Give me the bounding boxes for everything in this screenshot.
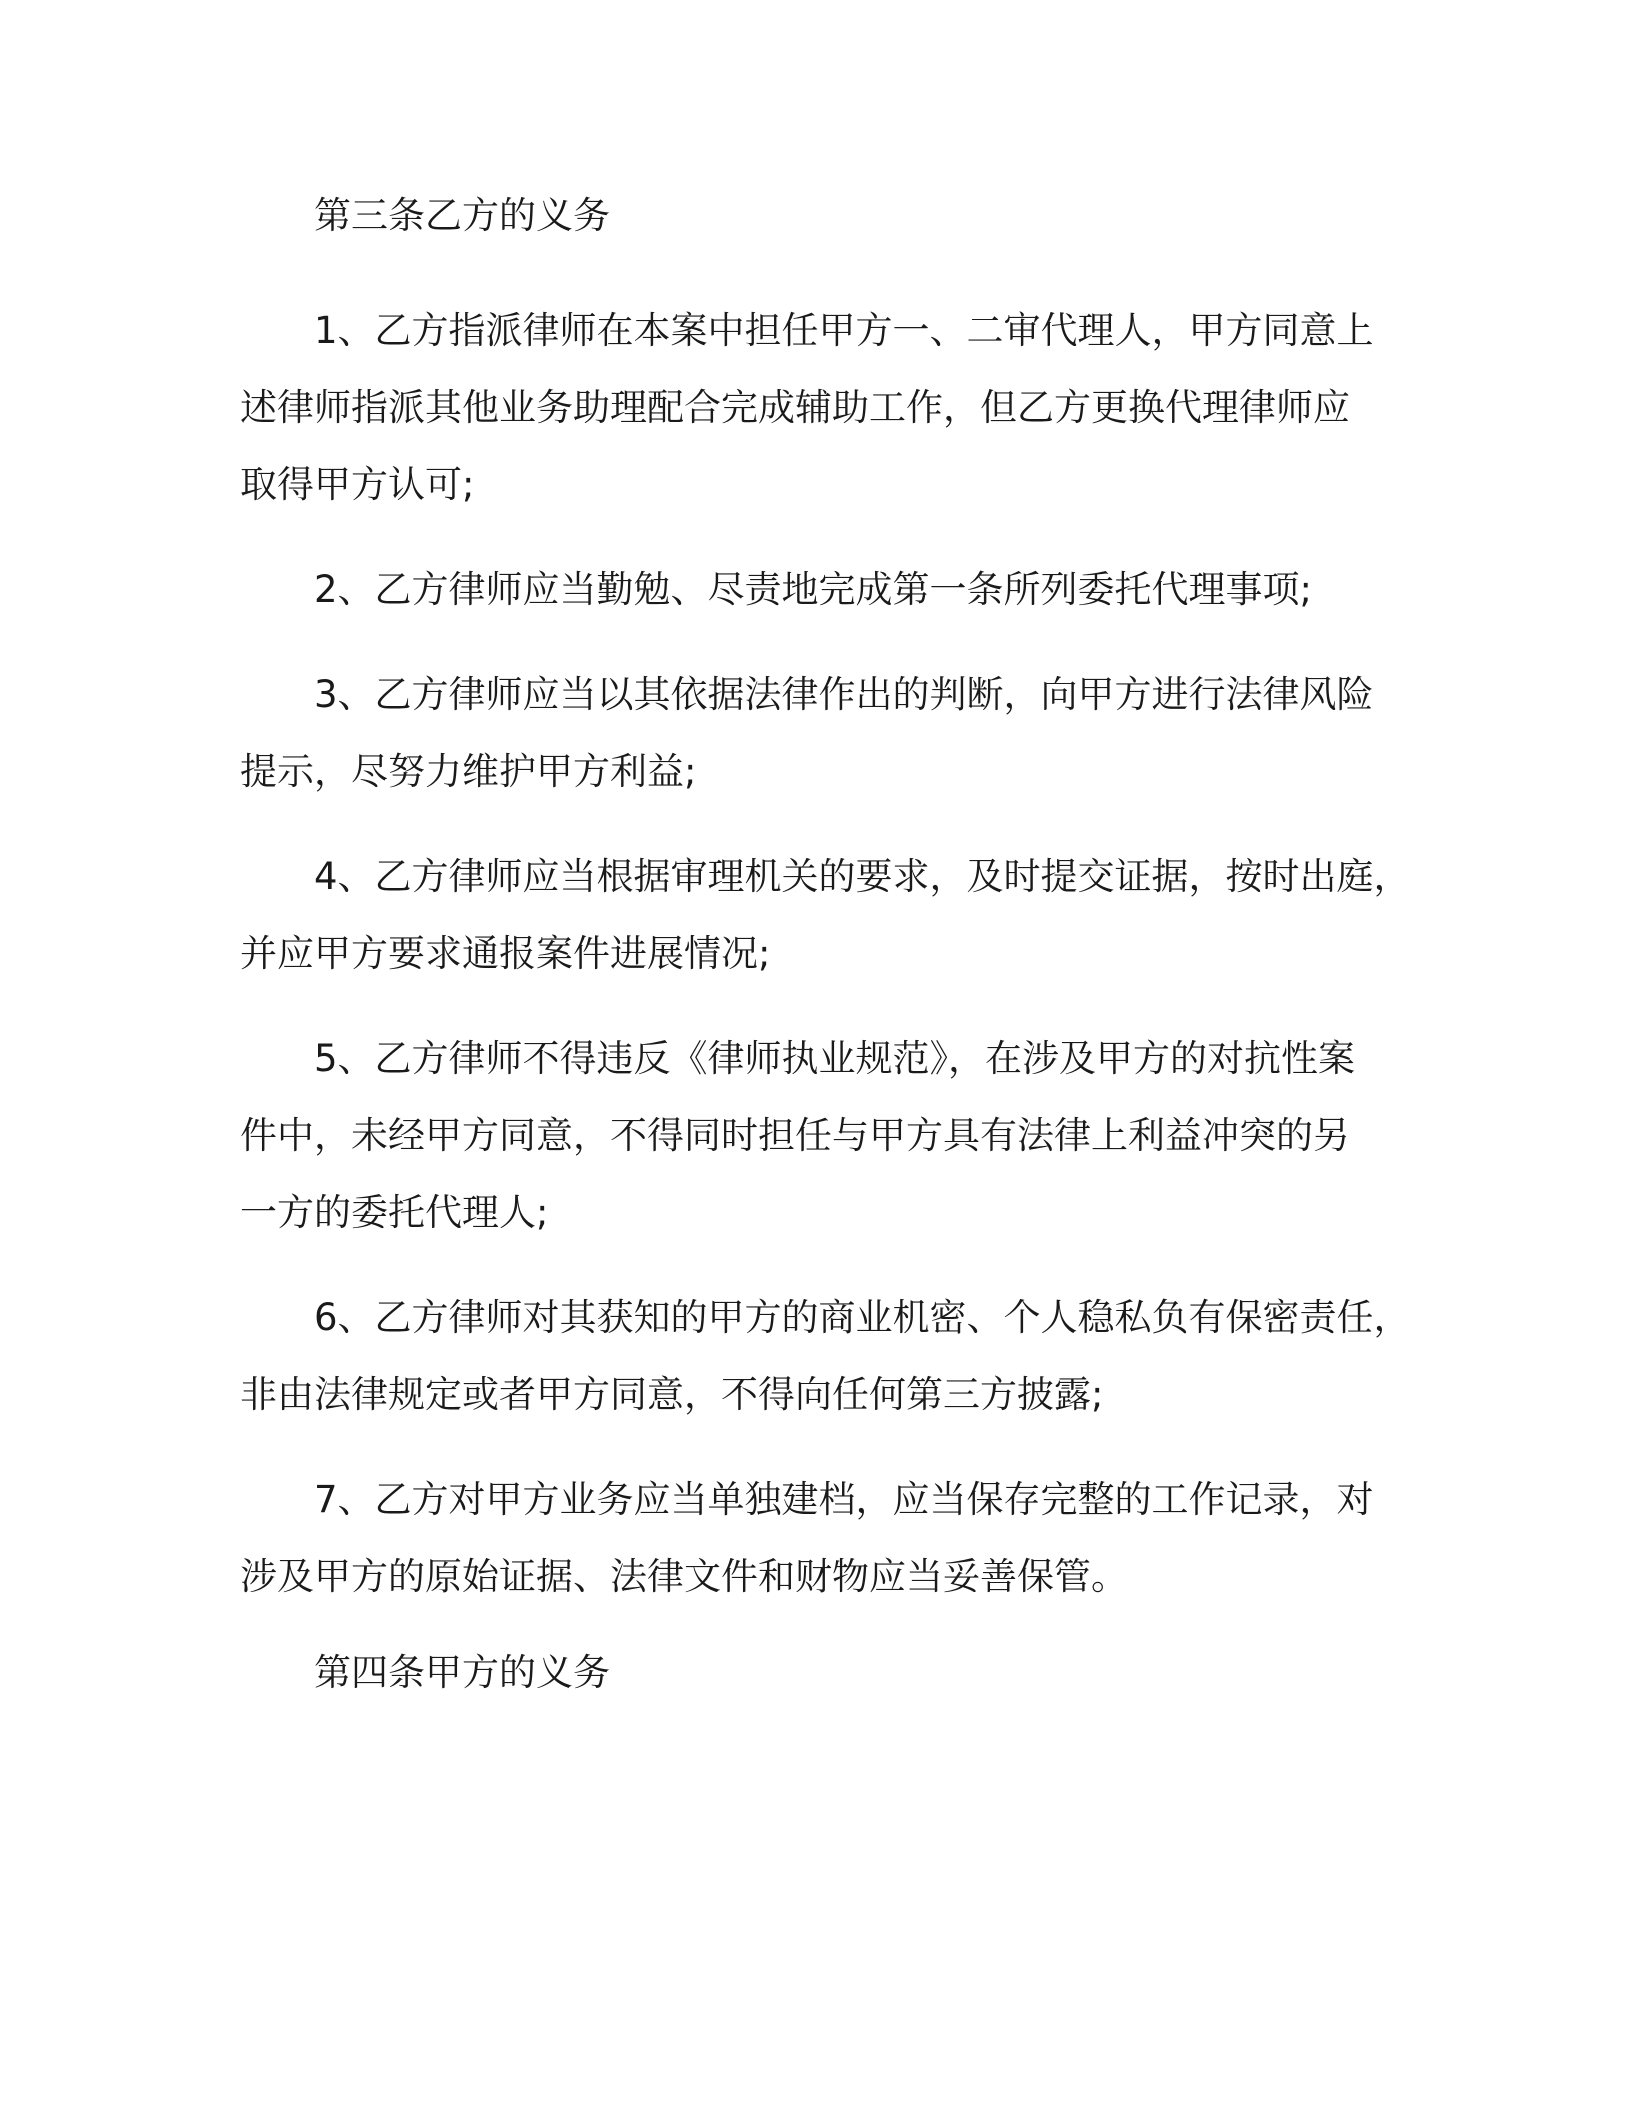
list-item-2-line-1: 2、乙方律师应当勤勉、尽责地完成第一条所列委托代理事项;	[314, 568, 1313, 611]
list-item-6	[240, 1279, 1411, 1433]
list-item-3-line-1: 3、乙方律师应当以其依据法律作出的判断，向甲方进行法律风险	[314, 673, 1374, 716]
list-item-1-line-1: 1、乙方指派律师在本案中担任甲方一、二审代理人，甲方同意上	[314, 309, 1374, 352]
list-item-6-line-2: 非由法律规定或者甲方同意，不得向任何第三方披露;	[240, 1373, 1104, 1416]
list-item-6-line-1: 6、乙方律师对其获知的甲方的商业机密、个人稳私负有保密责任，	[314, 1296, 1411, 1339]
list-item-7	[240, 1461, 1400, 1615]
list-item-4-line-1: 4、乙方律师应当根据审理机关的要求，及时提交证据，按时出庭，	[314, 855, 1411, 898]
list-item-5	[240, 1020, 1400, 1251]
list-item-7-line-2: 涉及甲方的原始证据、法律文件和财物应当妥善保管。	[240, 1555, 1128, 1598]
list-item-3	[240, 656, 1400, 810]
list-item-5-line-1: 5、乙方律师不得违反《律师执业规范》，在涉及甲方的对抗性案	[314, 1037, 1356, 1080]
section-heading-article-3: 第三条乙方的义务	[314, 194, 610, 237]
document-body	[240, 186, 1411, 1749]
list-item-1-line-3: 取得甲方认可;	[240, 463, 475, 506]
list-item-5-line-3: 一方的委托代理人;	[240, 1191, 549, 1234]
list-item-5-line-2: 件中，未经甲方同意，不得同时担任与甲方具有法律上利益冲突的另	[240, 1114, 1350, 1157]
list-item-3-line-2: 提示，尽努力维护甲方利益;	[240, 750, 697, 793]
list-item-7-line-1: 7、乙方对甲方业务应当单独建档，应当保存完整的工作记录，对	[314, 1478, 1374, 1521]
section-heading-article-4: 第四条甲方的义务	[314, 1651, 610, 1694]
list-item-1	[240, 292, 1400, 523]
list-item-1-line-2: 述律师指派其他业务助理配合完成辅助工作，但乙方更换代理律师应	[240, 386, 1350, 429]
list-item-4	[240, 838, 1411, 992]
list-item-4-line-2: 并应甲方要求通报案件进展情况;	[240, 932, 771, 975]
list-item-2	[240, 551, 1400, 628]
